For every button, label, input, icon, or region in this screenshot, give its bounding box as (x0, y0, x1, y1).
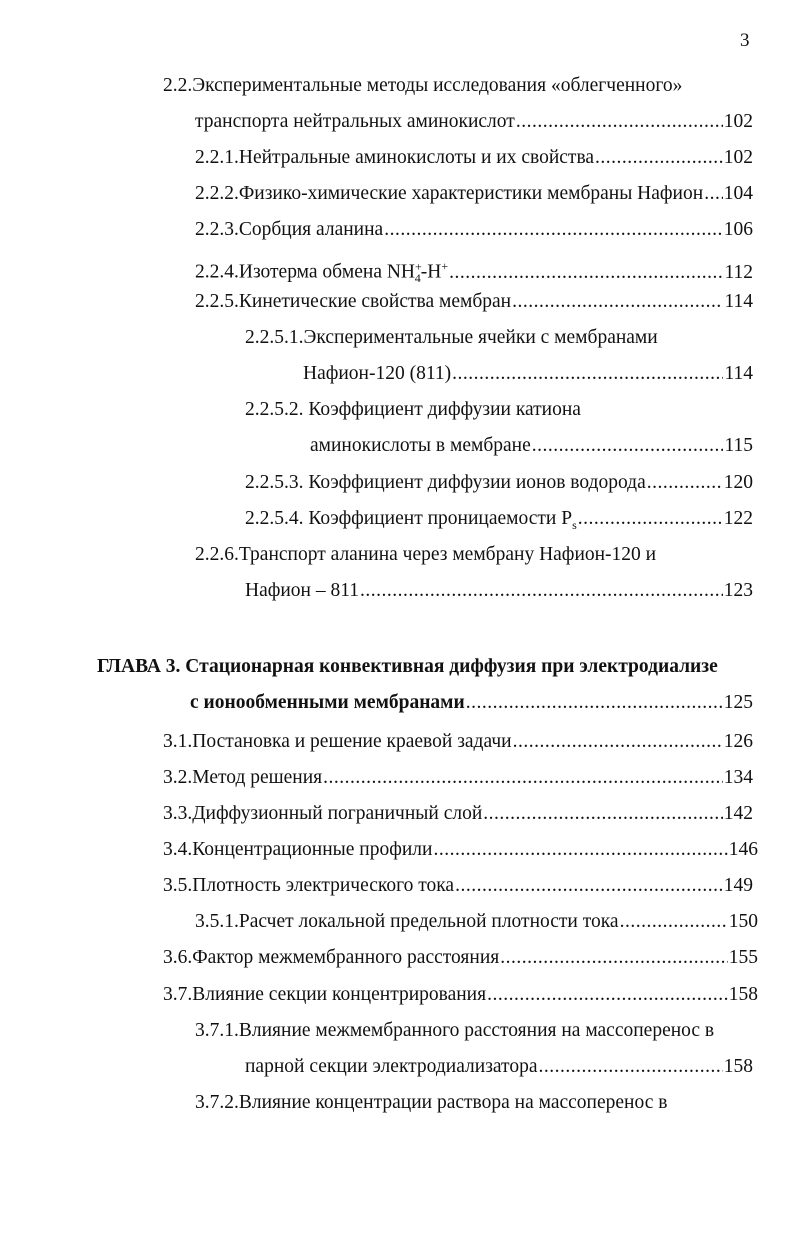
toc-leader-dots (452, 362, 723, 386)
toc-entry-text-h: -H (420, 261, 442, 283)
toc-leader-dots (595, 146, 723, 170)
toc-entry-text: 2.2.4.Изотерма обмена NH (195, 261, 416, 283)
toc-leader-dots (360, 579, 723, 603)
toc-entry-title: транспорта нейтральных аминокислот (195, 111, 515, 132)
toc-entry-title: 2.2.2.Физико-химические характеристики мембраны Нафион (195, 183, 704, 204)
toc-page-number: 155 (728, 947, 758, 968)
toc-entry-2-2-5-4[interactable] (245, 507, 753, 537)
toc-leader-dots (647, 471, 723, 495)
toc-entry-2-2-2[interactable] (195, 182, 753, 206)
toc-leader-dots (323, 766, 723, 790)
toc-entry-title (195, 254, 448, 290)
page-number: 3 (740, 30, 750, 51)
toc-entry-3-7-1[interactable] (245, 1055, 753, 1079)
toc-entry-3-4[interactable] (163, 838, 758, 862)
toc-leader-dots (500, 946, 728, 970)
toc-leader-dots (449, 261, 723, 285)
ammonium-charge (414, 259, 422, 286)
toc-page-number: 102 (723, 111, 753, 132)
toc-entry-3-7[interactable] (163, 983, 758, 1007)
toc-page-number: 120 (723, 472, 753, 493)
toc-entry-title: 2.2.3.Сорбция аланина (195, 219, 384, 240)
toc-entry-title: 3.6.Фактор межмембранного расстояния (163, 947, 500, 968)
toc-entry-2-2-5-1-title: 2.2.5.1.Экспериментальные ячейки с мембранами (245, 327, 658, 348)
toc-page-number: 146 (728, 839, 758, 860)
toc-entry-3-5[interactable] (163, 874, 753, 898)
toc-entry-2-2-3[interactable] (195, 218, 753, 242)
toc-entry-2-2-6-title: 2.2.6.Транспорт аланина через мембрану Нафион-120 и (195, 544, 657, 565)
toc-entry-3-5-1[interactable] (195, 910, 758, 934)
toc-leader-dots (487, 983, 728, 1007)
toc-page-number: 142 (723, 803, 753, 824)
toc-entry-2-2-4[interactable] (195, 254, 753, 290)
toc-page-number: 106 (723, 219, 753, 240)
toc-chapter-3[interactable] (190, 691, 753, 715)
toc-entry-2-2-5-1[interactable] (303, 362, 753, 386)
toc-entry-title: 3.4.Концентрационные профили (163, 839, 433, 860)
toc-entry-title: 3.1.Постановка и решение краевой задачи (163, 731, 512, 752)
toc-page-number: 112 (724, 261, 753, 283)
toc-entry-2-2-5-2[interactable] (310, 434, 753, 458)
toc-entry-3-2[interactable] (163, 766, 753, 790)
toc-entry-title: 3.5.Плотность электрического тока (163, 875, 455, 896)
toc-entry-title: парной секции электродиализатора (245, 1056, 538, 1077)
toc-leader-dots (512, 290, 723, 314)
toc-leader-dots (532, 434, 724, 458)
toc-entry-3-7-1-title: 3.7.1.Влияние межмембранного расстояния на массоперенос в (195, 1020, 715, 1041)
toc-leader-dots (384, 218, 723, 242)
toc-entry-2-2-5-2-title: 2.2.5.2. Коэффициент диффузии катиона (245, 399, 581, 420)
toc-page-number: 134 (723, 767, 753, 788)
toc-leader-dots (620, 910, 728, 934)
toc-entry-title: 3.7.Влияние секции концентрирования (163, 984, 487, 1005)
toc-entry-title: Нафион – 811 (245, 580, 360, 601)
toc-entry-3-6[interactable] (163, 946, 758, 970)
toc-entry-title: 3.2.Метод решения (163, 767, 323, 788)
toc-entry-3-3[interactable] (163, 802, 753, 826)
toc-page-number: 149 (723, 875, 753, 896)
toc-leader-dots (483, 802, 722, 826)
toc-entry-title: 3.3.Диффузионный пограничный слой (163, 803, 483, 824)
toc-page-number: 115 (724, 435, 753, 456)
toc-entry-title: 2.2.5.Кинетические свойства мембран (195, 291, 512, 312)
toc-page-number: 158 (728, 984, 758, 1005)
toc-page-number: 122 (723, 508, 753, 529)
toc-page-number: 104 (723, 183, 753, 204)
toc-entry-title: аминокислоты в мембране (310, 435, 531, 456)
toc-page-number: 158 (723, 1056, 753, 1077)
toc-entry-2-2-6[interactable] (245, 579, 753, 603)
toc-leader-dots (704, 182, 723, 206)
toc-entry-2-2-title: 2.2.Экспериментальные методы исследования «облегченного» (163, 75, 683, 96)
toc-leader-dots (455, 874, 723, 898)
toc-page-number: 150 (728, 911, 758, 932)
toc-page-number: 125 (723, 692, 753, 713)
subscript-four: 4 (414, 271, 421, 286)
toc-leader-dots (538, 1055, 722, 1079)
toc-entry-title (245, 507, 577, 537)
toc-page-number: 126 (723, 731, 753, 752)
toc-page-number: 114 (724, 363, 753, 384)
superscript-plus: + (415, 259, 422, 273)
subscript-s: s (572, 517, 577, 532)
toc-entry-2-2-5-3[interactable] (245, 471, 753, 495)
toc-entry-title: 3.5.1.Расчет локальной предельной плотности тока (195, 911, 619, 932)
toc-entry-title: 2.2.1.Нейтральные аминокислоты и их свойства (195, 147, 595, 168)
toc-entry-2-2-1[interactable] (195, 146, 753, 170)
toc-entry-3-7-2-title: 3.7.2.Влияние концентрации раствора на массоперенос в (195, 1092, 668, 1113)
toc-entry-title: 2.2.5.3. Коэффициент диффузии ионов водорода (245, 472, 646, 493)
toc-entry-3-1[interactable] (163, 730, 753, 754)
chapter-3-title: ГЛАВА 3. Стационарная конвективная диффузия при электродиализе (97, 656, 718, 677)
toc-leader-dots (466, 691, 723, 715)
toc-entry-2-2-5[interactable] (195, 290, 753, 314)
toc-page-number: 114 (724, 291, 753, 312)
toc-leader-dots (433, 838, 727, 862)
toc-leader-dots (578, 507, 723, 531)
toc-leader-dots (513, 730, 723, 754)
toc-entry-title: Нафион-120 (811) (303, 363, 452, 384)
toc-entry-text: 2.2.5.4. Коэффициент проницаемости P (245, 508, 573, 529)
toc-leader-dots (516, 110, 723, 134)
toc-entry-2-2[interactable] (195, 110, 753, 134)
superscript-plus-h: + (441, 259, 449, 273)
toc-page-number: 123 (723, 580, 753, 601)
toc-entry-title: с ионообменными мембранами (190, 692, 465, 713)
toc-page-number: 102 (723, 147, 753, 168)
